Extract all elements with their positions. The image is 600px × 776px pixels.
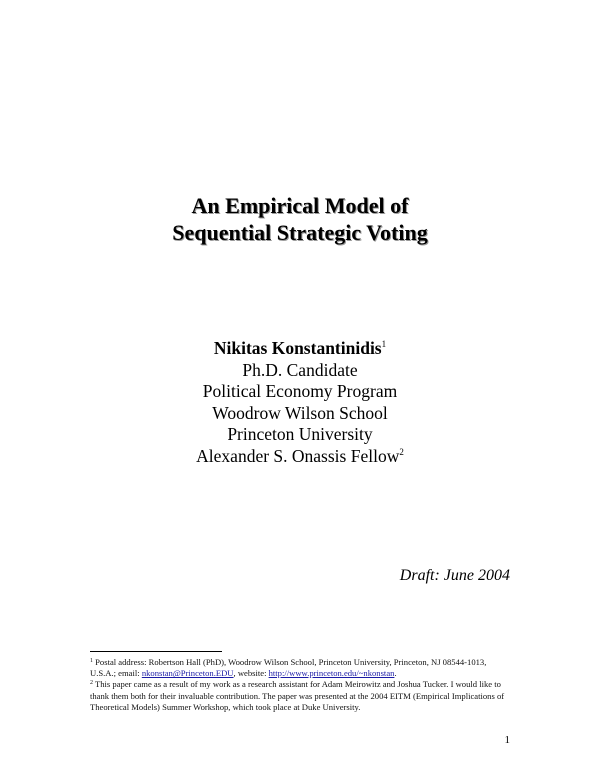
author-school: Woodrow Wilson School — [212, 402, 388, 423]
footnote-ref-2: 2 — [399, 446, 404, 457]
title-line-2: Sequential Strategic Voting — [172, 220, 428, 245]
page-number: 1 — [504, 734, 510, 746]
footnote-1-mark: 1 — [90, 658, 93, 664]
footnote-ref-1: 1 — [381, 339, 387, 349]
paper-title — [0, 192, 600, 246]
website-link[interactable]: http://www.princeton.edu/~nkonstan — [268, 668, 395, 679]
author-fellowship: Alexander S. Onassis Fellow — [196, 445, 400, 466]
author-program: Political Economy Program — [202, 381, 398, 401]
author-university: Princeton University — [227, 424, 373, 444]
footnote-1-text-end: . — [394, 668, 397, 679]
footnote-2 — [90, 679, 512, 713]
author-fellowship-line — [0, 446, 600, 468]
title-line-1: An Empirical Model of — [191, 193, 409, 218]
footnote-2-text: This paper came as a result of my work as a research assistant for Adam Meirowitz and Joshua Tucker. I would like to thank them both for their invaluable contribution. The paper was presented at the 2004 EITM (Empirical Implications of Theoretical Models) Summer Workshop, which took place at Duke University. — [90, 679, 505, 712]
draft-date: Draft: June 2004 — [399, 567, 510, 584]
email-link[interactable]: nkonstan@Princeton.EDU — [141, 668, 234, 679]
footnote-2-mark: 2 — [90, 680, 93, 687]
footnote-divider — [90, 651, 222, 652]
footnote-1-text-mid: , website: — [233, 668, 269, 679]
footnote-1-text: Postal address: Robertson Hall (PhD), Woodrow Wilson School, Princeton University, Princeton, NJ 08544-1013, U.S.A.; email: — [90, 657, 487, 679]
footnotes — [90, 657, 512, 713]
author-position: Ph.D. Candidate — [242, 359, 358, 380]
author-block — [0, 338, 600, 467]
footnote-1 — [90, 657, 512, 679]
author-name: Nikitas Konstantinidis — [213, 338, 382, 358]
author-name-line — [0, 338, 600, 360]
